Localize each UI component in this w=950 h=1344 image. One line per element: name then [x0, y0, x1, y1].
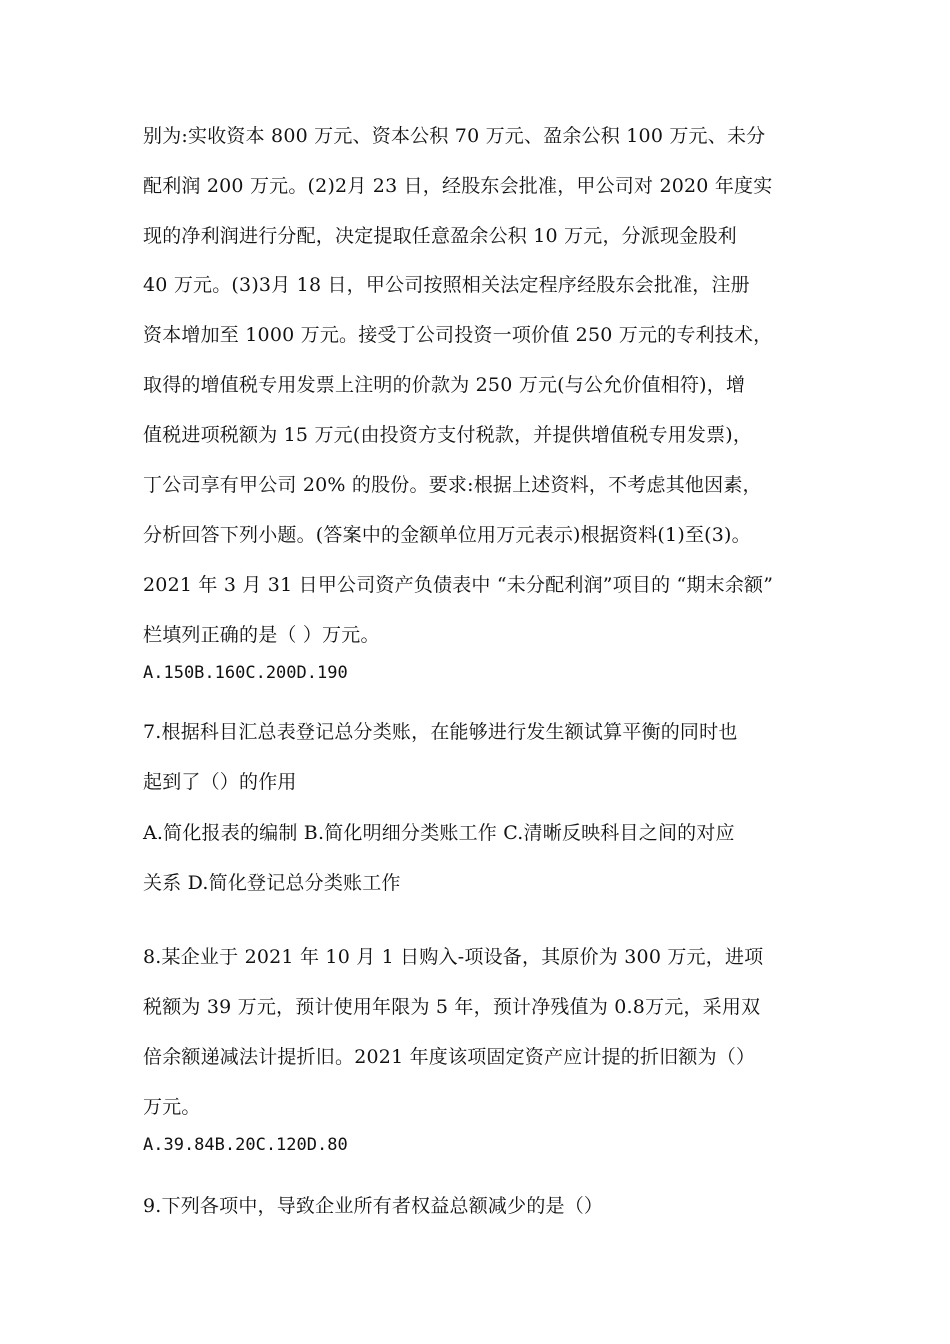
- q8-line-2: 税额为 39 万元，预计使用年限为 5 年，预计净残值为 0.8万元，采用双: [143, 996, 761, 1018]
- q6-line-10: 2021 年 3 月 31 日甲公司资产负债表中 “未分配利润”项目的 “期末余额”: [143, 574, 774, 596]
- q6-line-8: 丁公司享有甲公司 20% 的股份。要求:根据上述资料，不考虑其他因素，: [143, 474, 762, 496]
- q6-line-7: 值税进项税额为 15 万元(由投资方支付税款，并提供增值税专用发票)，: [143, 424, 753, 446]
- q7-line-2: 起到了（）的作用: [143, 771, 297, 793]
- q7-line-1: 7.根据科目汇总表登记总分类账，在能够进行发生额试算平衡的同时也: [143, 721, 738, 743]
- q7-options-line-1: A.简化报表的编制 B.简化明细分类账工作 C.清晰反映科目之间的对应: [143, 822, 735, 844]
- q8-options: A.39.84B.20C.120D.80: [143, 1135, 348, 1155]
- q6-line-9: 分析回答下列小题。(答案中的金额单位用万元表示)根据资料(1)至(3)。: [143, 524, 751, 546]
- q6-line-5: 资本增加至 1000 万元。接受丁公司投资一项价值 250 万元的专利技术，: [143, 324, 773, 346]
- q8-line-4: 万元。: [143, 1096, 201, 1118]
- q6-line-3: 现的净利润进行分配，决定提取任意盈余公积 10 万元，分派现金股利: [143, 225, 737, 247]
- q6-line-11: 栏填列正确的是（ ）万元。: [143, 624, 380, 646]
- q8-line-1: 8.某企业于 2021 年 10 月 1 日购入-项设备，其原价为 300 万元，进项: [143, 946, 764, 968]
- q6-line-2: 配利润 200 万元。(2)2月 23 日，经股东会批准，甲公司对 2020 年度实: [143, 175, 773, 197]
- q7-options-line-2: 关系 D.简化登记总分类账工作: [143, 872, 401, 894]
- q6-line-6: 取得的增值税专用发票上注明的价款为 250 万元(与公允价值相符)，增: [143, 374, 746, 396]
- q8-line-3: 倍余额递减法计提折旧。2021 年度该项固定资产应计提的折旧额为（）: [143, 1046, 756, 1068]
- q6-options: A.150B.160C.200D.190: [143, 663, 348, 683]
- q6-line-4: 40 万元。(3)3月 18 日，甲公司按照相关法定程序经股东会批准，注册: [143, 274, 750, 296]
- q9-line-1: 9.下列各项中，导致企业所有者权益总额减少的是（）: [143, 1195, 604, 1217]
- q6-line-1: 别为:实收资本 800 万元、资本公积 70 万元、盈余公积 100 万元、未分: [143, 125, 766, 147]
